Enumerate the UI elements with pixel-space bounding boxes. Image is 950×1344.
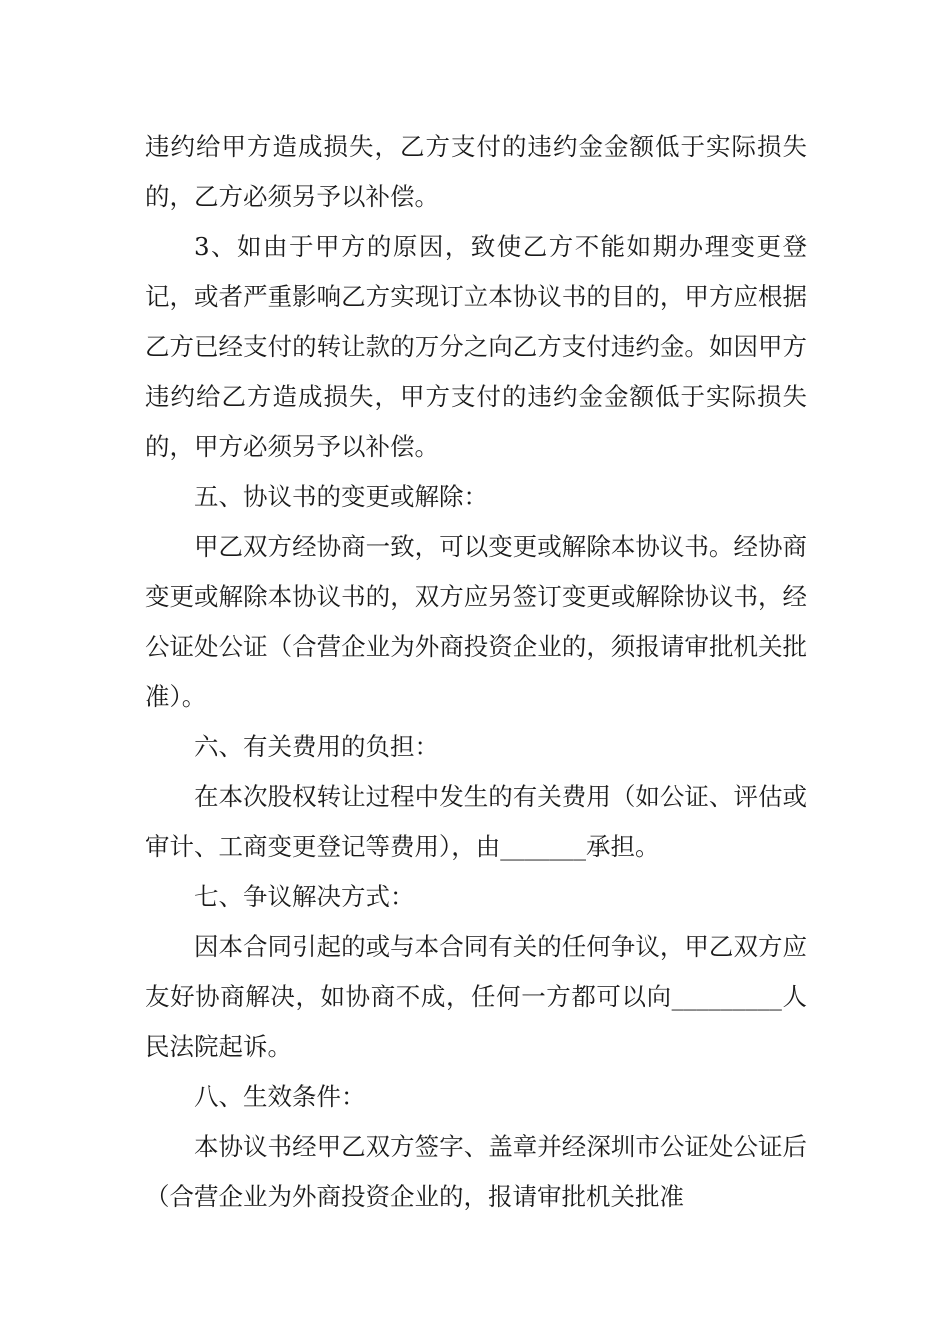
paragraph-dispute-resolution: 因本合同引起的或与本合同有关的任何争议，甲乙双方应友好协商解决，如协商不成，任何一方都可以向_________人民法院起诉。: [145, 932, 807, 1061]
paragraph-expenses: 在本次股权转让过程中发生的有关费用（如公证、评估或审计、工商变更登记等费用），由_______承担。: [145, 782, 807, 861]
heading-dispute-resolution: 七、争议解决方式：: [194, 882, 415, 911]
paragraph-party-a-breach: 3、如由于甲方的原因，致使乙方不能如期办理变更登记，或者严重影响乙方实现订立本协议书的目的，甲方应根据乙方已经支付的转让款的万分之向乙方支付违约金。如因甲方违约给乙方造成损失，甲方支付的违约金金额低于实际损失的，甲方必须另予以补偿。: [145, 232, 807, 461]
heading-amendment-termination: 五、协议书的变更或解除：: [194, 482, 488, 511]
paragraph-breach-compensation-continued: 违约给甲方造成损失，乙方支付的违约金金额低于实际损失的，乙方必须另予以补偿。: [145, 132, 807, 211]
paragraph-amendment-termination: 甲乙双方经协商一致，可以变更或解除本协议书。经协商变更或解除本协议书的，双方应另签订变更或解除协议书，经公证处公证（合营企业为外商投资企业的，须报请审批机关批准）。: [145, 532, 807, 711]
document-page: [145, 122, 807, 1222]
heading-effective-conditions: 八、生效条件：: [194, 1082, 366, 1111]
paragraph-effective-conditions: 本协议书经甲乙双方签字、盖章并经深圳市公证处公证后（合营企业为外商投资企业的，报请审批机关批准: [145, 1132, 807, 1211]
heading-expenses: 六、有关费用的负担：: [194, 732, 439, 761]
